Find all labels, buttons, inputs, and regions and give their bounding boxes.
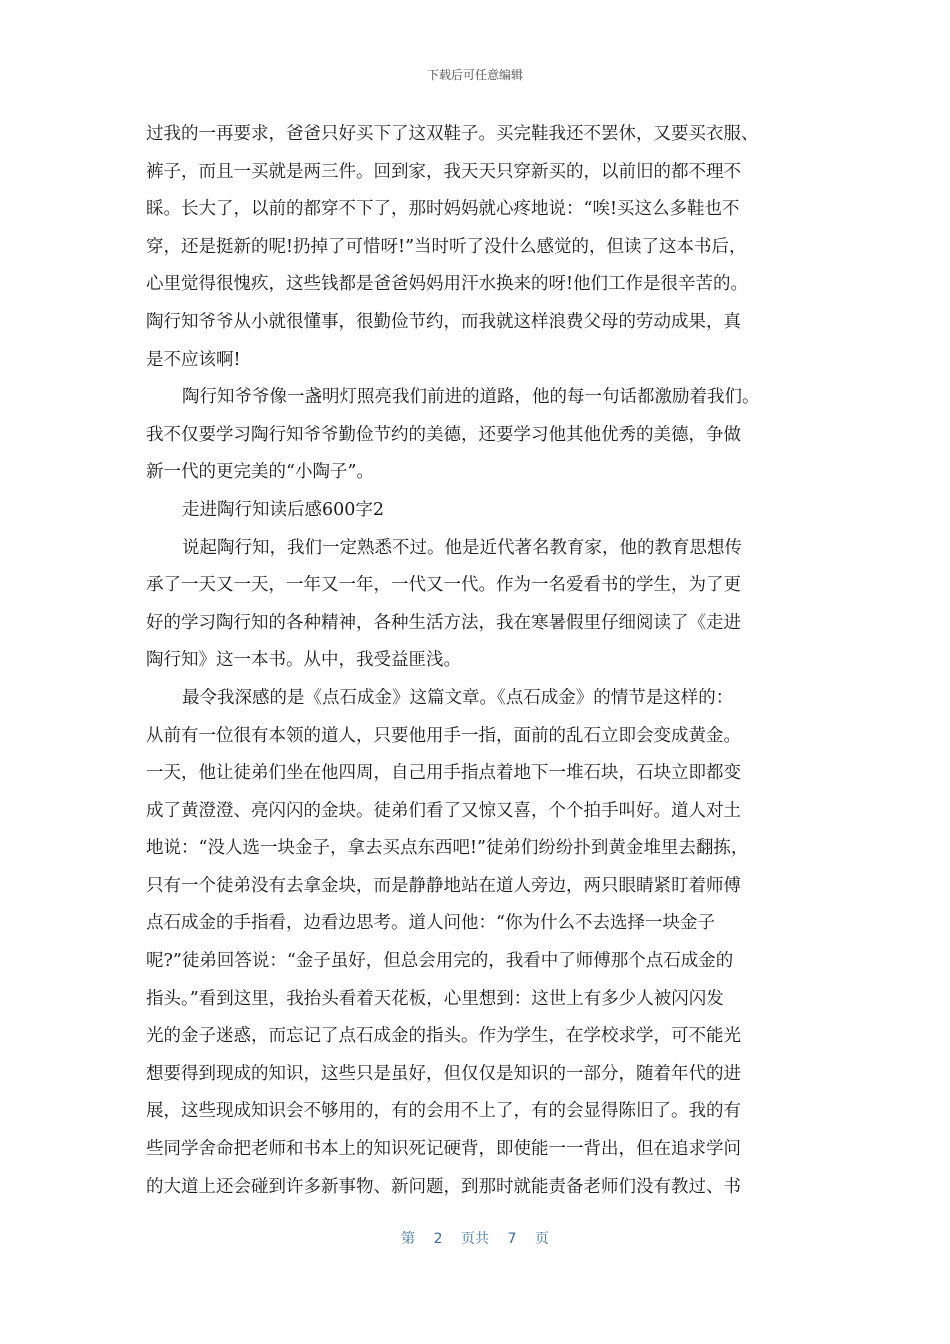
- text-line: 的大道上还会碰到许多新事物、新问题，到那时就能责备老师们没有教过、书: [146, 1176, 741, 1197]
- text-line: 是不应该啊!: [146, 349, 241, 370]
- text-line: 说起陶行知，我们一定熟悉不过。他是近代著名教育家，他的教育思想传: [182, 537, 742, 558]
- text-line: 想要得到现成的知识，这些只是虽好，但仅仅是知识的一部分，随着年代的进: [146, 1063, 741, 1084]
- text-line: 陶行知》这一本书。从中，我受益匪浅。: [146, 650, 461, 671]
- text-line: 些同学舍命把老师和书本上的知识死记硬背，即使能一一背出，但在追求学问: [146, 1139, 741, 1160]
- footer-label-prefix: 第: [401, 1231, 416, 1247]
- text-line: 一天，他让徒弟们坐在他四周，自己用手指点着地下一堆石块，石块立即都变: [146, 763, 741, 784]
- text-line: 裤子，而且一买就是两三件。回到家，我天天只穿新买的，以前旧的都不理不: [146, 161, 741, 182]
- text-line: 光的金子迷惑，而忘记了点石成金的指头。作为学生，在学校求学，可不能光: [146, 1026, 741, 1047]
- text-line: 成了黄澄澄、亮闪闪的金块。徒弟们看了又惊又喜，个个拍手叫好。道人对土: [146, 800, 741, 821]
- text-line: 点石成金的手指看，边看边思考。道人问他：“你为什么不去选择一块金子: [146, 913, 715, 934]
- text-line: 呢?”徒弟回答说：“金子虽好，但总会用完的，我看中了师傅那个点石成金的: [146, 951, 734, 972]
- text-line: 最令我深感的是《点石成金》这篇文章。《点石成金》的情节是这样的：: [182, 687, 734, 708]
- text-line: 只有一个徒弟没有去拿金块，而是静静地站在道人旁边，两只眼睛紧盯着师傅: [146, 875, 741, 896]
- text-line: 我不仅要学习陶行知爷爷勤俭节约的美德，还要学习他其他优秀的美德，争做: [146, 424, 741, 445]
- current-page-number: 2: [433, 1231, 443, 1247]
- page-footer: [0, 1228, 950, 1248]
- text-line: 好的学习陶行知的各种精神，各种生活方法，我在寒暑假里仔细阅读了《走进: [146, 612, 741, 633]
- total-page-count: 7: [507, 1231, 517, 1247]
- document-body: [146, 116, 812, 1206]
- text-line: 心里觉得很愧疚，这些钱都是爸爸妈妈用汗水换来的呀!他们工作是很辛苦的。: [146, 274, 749, 295]
- footer-label-middle: 页共: [461, 1231, 489, 1247]
- text-line: 穿，还是挺新的呢!扔掉了可惜呀!”当时听了没什么感觉的，但读了这本书后，: [146, 236, 747, 257]
- text-line: 过我的一再要求，爸爸只好买下了这双鞋子。买完鞋我还不罢休，又要买衣服、: [146, 124, 759, 144]
- footer-label-suffix: 页: [534, 1231, 549, 1247]
- page-header: 下载后可任意编辑: [426, 68, 523, 82]
- text-line: 睬。长大了，以前的都穿不下了，那时妈妈就心疼地说：“唉!买这么多鞋也不: [146, 199, 740, 220]
- text-line: 展，这些现成知识会不够用的，有的会用不上了，有的会显得陈旧了。我的有: [146, 1101, 741, 1122]
- text-line: 新一代的更完美的“小陶子”。: [146, 462, 374, 483]
- text-line: 指头。”看到这里，我抬头看着天花板，心里想到：这世上有多少人被闪闪发: [146, 988, 724, 1009]
- text-line: 陶行知爷爷像一盏明灯照亮我们前进的道路，他的每一句话都激励着我们。: [182, 387, 760, 408]
- text-line: 陶行知爷爷从小就很懂事，很勤俭节约，而我就这样浪费父母的劳动成果，真: [146, 311, 741, 332]
- text-line: 承了一天又一天，一年又一年，一代又一代。作为一名爱看书的学生，为了更: [146, 575, 741, 596]
- section-title: 走进陶行知读后感600字2: [182, 499, 385, 520]
- text-line: 从前有一位很有本领的道人，只要他用手一指，面前的乱石立即会变成黄金。: [146, 725, 741, 746]
- text-line: 地说：“没人选一块金子，拿去买点东西吧!”徒弟们纷纷扑到黄金堆里去翻拣，: [146, 838, 749, 859]
